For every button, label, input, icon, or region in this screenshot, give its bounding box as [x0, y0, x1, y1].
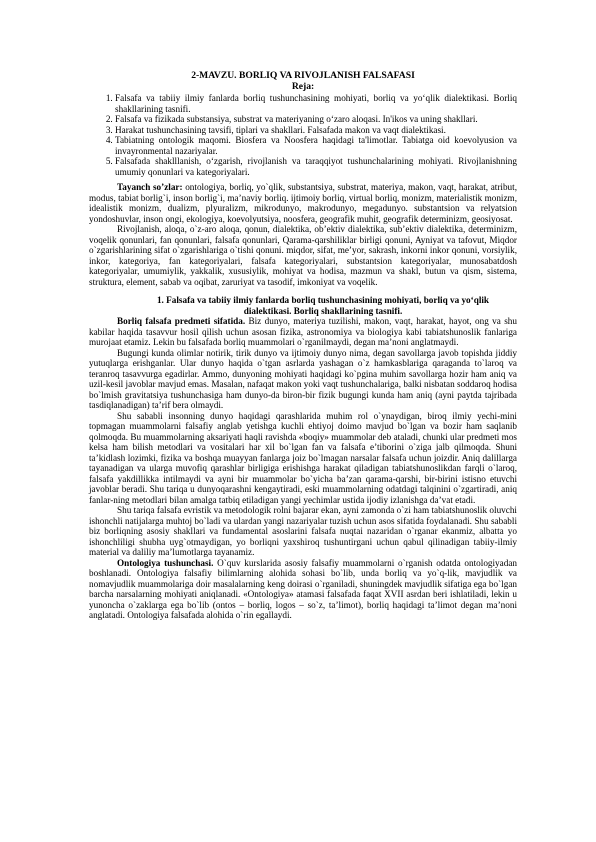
plan-item: 4. Tabiatning ontologik maqomi. Biosfera va Noosfera haqidagi ta'limotlar. Tabiatga oid koevolyusion va invayronmental nazariyalar.: [115, 135, 517, 156]
section-heading: [89, 295, 517, 316]
plan-item: 5. Falsafada shaklllanish, o‘zgarish, rivojlanish va taraqqiyot tushunchalarining mohiyati. Rivojlanishning umumiy qonunlari va kategoriyalari.: [115, 156, 517, 177]
body-paragraph: Shu sababli insonning dunyo haqidagi qarashlarida muhim rol o`ynaydigan, biroq ilmiy yechi-mini topmagan muammolarni falsafiy anglab yetishga kuchli ehtiyoj doimo mavjud bo`lgan va bozir ham saqlanib qolmoqda. Bu muammolarning aksariyati haqli ravishda «boqiy» muammolar deb ataladi, chunki ular predmeti mos kelsa ham bilish metodlari va vositalari har xil bo`lgan fan va falsafa e’tiborini o`ziga jalb qilmoqda. Shuni ta’kidlash lozimki, fizika va boshqa muayyan fanlarga joiz bo`lmagan narsalar falsafa uchun joizdir. Aniq dalillarga tayanadigan va ularga muvofiq qarashlar birligiga erishishga harakat qiladigan tabiatshunoslikdan farqli o`laroq, falsafa yakdillikka intilmaydi va ayni bir muammolar bo`yicha ba’zan qarama-qarshi, bir-birini istisno etuvchi javoblar beradi. Shu tariqa u dunyoqarashni kengaytiradi, eski muammolarning odatdagi talqinini o`zgartiradi, aniq fanlar-ning metodlari bilan amalga tatbiq etiladigan yangi yechimlar ustida ijodiy izlanishga da’vat etadi.: [89, 410, 517, 505]
keywords-text: ontologiya, borliq, yo`qlik, substantsiya, substrat, materiya, makon, vaqt, harakat, atribut, modus, tabiat borlig`i, inson borlig`i, ma’naviy borliq. ijtimoiy borliq, virtual borliq, monizm, materialistik monizm, idealistik monizm, dualizm, plyuralizm, mikrodunyo, makrodunyo, megadunyo. substantsion va relyatsion yondoshuvlar, inson ongi, ekologiya, koevolyutsiya, noosfera, geografik muhit, geografik determinizm, geosiyosat.: [89, 182, 517, 224]
paragraph-text: Biz dunyo, materiya tuzilishi, makon, vaqt, harakat, hayot, ong va shu kabilar haqida tasavvur hosil qilish uchun asosan fizika, astronomiya va biologiya kabi tabiatshunoslik fanlariga murojaat etamiz. Lekin bu falsafada borliq muammolari o`rganilmaydi, degan ma’noni anglatmaydi.: [89, 316, 517, 347]
plan-item: 3. Harakat tushunchasining tavsifi, tiplari va shakllari. Falsafada makon va vaqt dialektikasi.: [115, 125, 517, 136]
paragraph-text: O`quv kurslarida asosiy falsafiy muammolarni o`rganish odatda ontologiyadan boshlanadi. Ontologiya falsafiy bilimlarning alohida sohasi bo`lib, unda borliq va yo`q-lik, mavjudlik va nomavjudlik muammolariga doir masalalarning keng doirasi o`rganiladi, shuningdek mavjudlik sifatiga ega bo`lgan barcha narsalarning mohiyati aniqlanadi. «Ontologiya» atamasi falsafada faqat XVII asrdan beri ishlatiladi, lekin u yunoncha o`zaklarga ega bo`lib (ontos – borliq, logos – so`z, ta’limot), borliq haqidagi ta’limot degan ma’noni anglatadi. Ontologiya falsafada alohida o`rin egallaydi.: [89, 557, 517, 620]
plan-item: 2. Falsafa va fizikada substansiya, substrat va materiyaning o‘zaro aloqasi. In'ikos va uning shakllari.: [115, 114, 517, 125]
section-heading-line-1: 1. Falsafa va tabiiy ilmiy fanlarda borliq tushunchasining mohiyati, borliq va yo‘qlik: [156, 295, 490, 305]
paragraph-lead: Borliq falsafa predmeti sifatida.: [117, 316, 246, 326]
plan-list: [89, 93, 517, 177]
plan-item: 1. Falsafa va tabiiy ilmiy fanlarda borliq tushunchasining mohiyati, borliq va yo‘qlik dialektikasi. Borliq shakllarining tasnifi.: [115, 93, 517, 114]
body-paragraph: [89, 316, 517, 348]
document-title: 2-MAVZU. BORLIQ VA RIVOJLANISH FALSAFASI: [191, 70, 415, 81]
body-paragraph: [89, 558, 517, 621]
plan-heading: Reja:: [291, 81, 315, 92]
paragraph-lead: Ontologiya tushunchasi.: [117, 557, 214, 568]
keywords-paragraph: [89, 182, 517, 224]
keywords-label: Tayanch so’zlar:: [117, 182, 183, 192]
keywords-paragraph-2: Rivojlanish, aloqa, o`z-aro aloqa, qonun, dialektika, ob’ektiv dialektika, sub’ektiv dialektika, determinizm, voqelik qonunlari, fan qonunlari, falsafa qonunlari, Qarama-qarshiliklar birligi qonuni, Ayniyat va tafovut, Miqdor o`zgarishlarining sifat o`zgarishlariga o`tishi qonuni. miqdor, sifat, me’yor, sakrash, inkorni inkor qonuni, vorsiylik, inkor, kategoriya, fan kategoriyalari, falsafa kategoriyalari, substantsion kategoriyalar, munosabatdosh kategoriyalar, umumiylik, yakkalik, xususiylik, mohiyat va hodisa, mazmun va shakl, butun va qism, sistema, struktura, element, sabab va oqibat, zaruriyat va tasodif, imkoniyat va voqelik.: [89, 224, 517, 287]
section-heading-line-2: dialektikasi. Borliq shakllarining tasnifi.: [243, 305, 403, 316]
body-paragraph: Shu tariqa falsafa evristik va metodologik rolni bajarar ekan, ayni zamonda o`zi ham tabiatshunoslik oluvchi ishonchli natijalarga muhtoj bo`ladi va ulardan yangi nazariyalar tuzish uchun asos sifatida foydalanadi. Shu sababli biz borliqning asosiy shakllari va fundamental asoslarini falsafa nuqtai nazaridan o`rganar ekanmiz, albatta yo ishonchliligi shubha uyg`otmaydigan, yo borliqni yaxshiroq tushuntirgani uchun qabul qilinadigan tabiiy-ilmiy material va daliliy ma’lumotlarga tayanamiz.: [89, 505, 517, 557]
body-paragraph: Bugungi kunda olimlar notirik, tirik dunyo va ijtimoiy dunyo nima, degan savollarga javob topishda jiddiy yutuqlarga erishganlar. Ular dunyo haqida o`tgan asrlarda yashagan o`z hamkasblariga qaraganda to`laroq va teranroq tasavvurga egadirlar. Ammo, dunyoning mohiyati haqidagi ko`pgina muhim savollarga hozir ham aniq va uzil-kesil javoblar mavjud emas. Masalan, nafaqat makon yoki vaqt tushunchalariga, balki nisbatan soddaroq hodisa bo`lmish gravitatsiya tushunchasiga ham dunyo-da biron-bir fizik bugungi kunda ham aniq (ayni paytda tajribada tasdiqlanadigan) ta’rif bera olmaydi.: [89, 347, 517, 410]
document-body: [89, 70, 517, 621]
